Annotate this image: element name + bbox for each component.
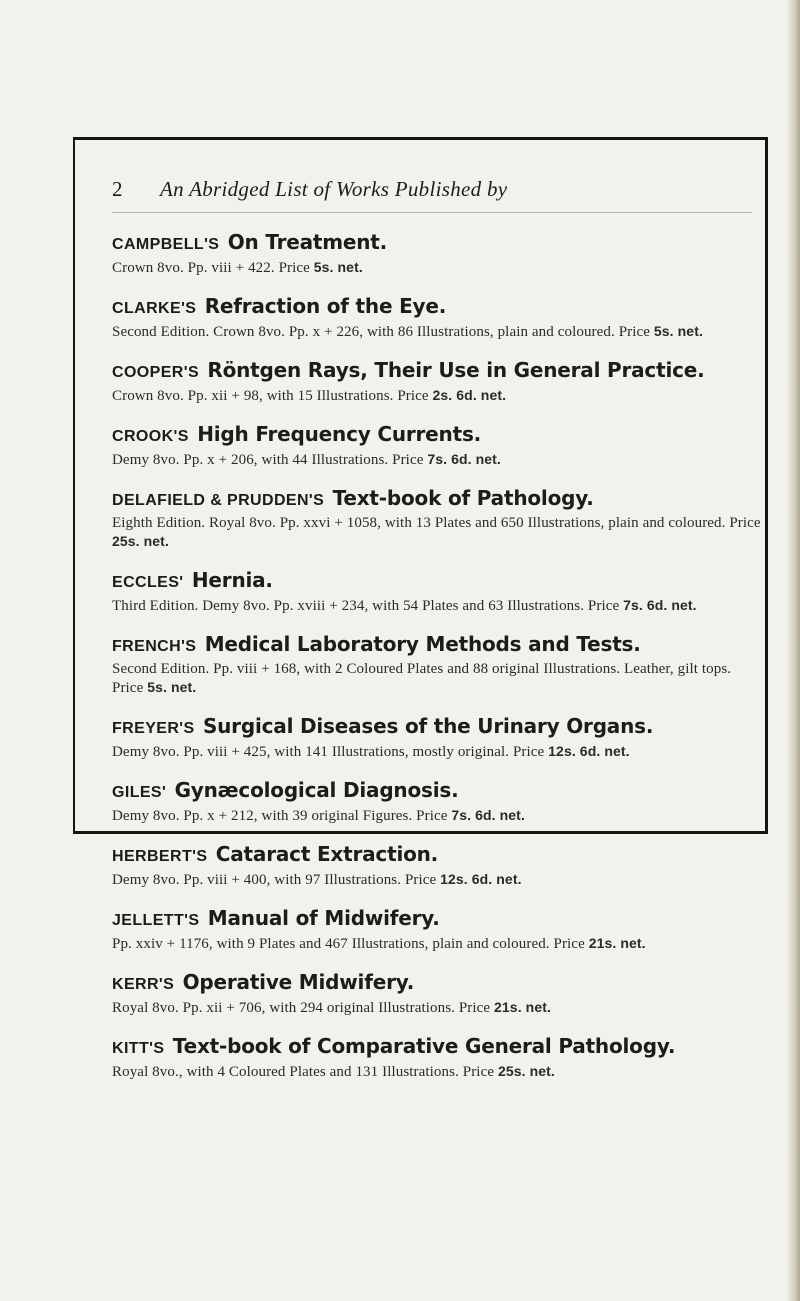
list-item	[112, 292, 762, 341]
entry-heading	[112, 356, 762, 386]
entry-details	[112, 998, 762, 1017]
entry-price: 21s. net.	[588, 935, 646, 951]
entry-heading	[112, 484, 762, 514]
list-item	[112, 484, 762, 551]
entry-author: COOPER'S	[112, 364, 200, 381]
entry-price: 7s. 6d. net.	[623, 597, 697, 613]
entry-title: High Frequency Currents.	[197, 422, 482, 446]
entry-title: Operative Midwifery.	[182, 970, 415, 994]
entry-details	[112, 660, 762, 697]
entry-author: CAMPBELL'S	[112, 236, 220, 253]
entry-details-text: Demy 8vo. Pp. x + 206, with 44 Illustrations. Price	[112, 452, 424, 468]
entry-price: 12s. 6d. net.	[440, 871, 522, 887]
entry-details	[112, 870, 762, 889]
entry-author: FREYER'S	[112, 720, 195, 737]
list-item	[112, 904, 762, 953]
entry-details	[112, 514, 762, 551]
entry-heading	[112, 840, 762, 870]
entry-author: HERBERT'S	[112, 848, 208, 865]
entry-heading	[112, 630, 762, 660]
entry-details-text: Crown 8vo. Pp. viii + 422. Price	[112, 260, 310, 276]
entry-details	[112, 1062, 762, 1081]
entry-author: JELLETT'S	[112, 912, 200, 929]
page-edge-shadow	[786, 0, 800, 1301]
entry-details-text: Demy 8vo. Pp. x + 212, with 39 original Figures. Price	[112, 808, 448, 824]
entry-author: CROOK'S	[112, 428, 189, 445]
entry-author: CLARKE'S	[112, 300, 197, 317]
entry-author: ECCLES'	[112, 574, 184, 591]
entry-details-text: Second Edition. Pp. viii + 168, with 2 Coloured Plates and 88 original Illustrations. Leather, gilt tops. Price	[112, 661, 732, 696]
entry-title: Cataract Extraction.	[215, 842, 439, 866]
entry-heading	[112, 776, 762, 806]
entry-details-text: Royal 8vo. Pp. xii + 706, with 294 original Illustrations. Price	[112, 1000, 491, 1016]
entry-price: 5s. net.	[653, 323, 703, 339]
entry-price: 21s. net.	[494, 999, 551, 1015]
list-item	[112, 840, 762, 889]
entry-heading	[112, 1032, 762, 1062]
entry-details	[112, 596, 762, 615]
entry-title: Text-book of Pathology.	[332, 486, 594, 510]
entry-price: 5s. net.	[313, 259, 363, 275]
entry-heading	[112, 420, 762, 450]
list-item	[112, 712, 762, 761]
entry-details-text: Eighth Edition. Royal 8vo. Pp. xxvi + 1058, with 13 Plates and 650 Illustrations, plain and coloured. Price	[112, 515, 761, 531]
list-item	[112, 968, 762, 1017]
entry-details-text: Royal 8vo., with 4 Coloured Plates and 131 Illustrations. Price	[112, 1064, 495, 1080]
entry-heading	[112, 292, 762, 322]
entry-title: Refraction of the Eye.	[204, 294, 447, 318]
entry-price: 7s. 6d. net.	[427, 451, 501, 467]
running-head-rule	[112, 212, 752, 213]
page-number: 2	[112, 177, 123, 201]
entry-details-text: Third Edition. Demy 8vo. Pp. xviii + 234, with 54 Plates and 63 Illustrations. Price	[112, 598, 620, 614]
entry-details	[112, 386, 762, 405]
entry-details	[112, 806, 762, 825]
entry-title: Röntgen Rays, Their Use in General Practice.	[207, 358, 705, 382]
list-item	[112, 566, 762, 615]
entry-details	[112, 450, 762, 469]
entry-heading	[112, 712, 762, 742]
entry-heading	[112, 904, 762, 934]
entry-details	[112, 322, 762, 341]
entry-details	[112, 934, 762, 953]
entry-author: KERR'S	[112, 976, 175, 993]
entry-price: 12s. 6d. net.	[548, 743, 630, 759]
entry-details-text: Demy 8vo. Pp. viii + 400, with 97 Illustrations. Price	[112, 872, 437, 888]
entry-title: Gynæcological Diagnosis.	[174, 778, 459, 802]
entry-price: 5s. net.	[147, 679, 197, 695]
entry-author: GILES'	[112, 784, 167, 801]
entry-heading	[112, 968, 762, 998]
list-item	[112, 776, 762, 825]
entry-price: 7s. 6d. net.	[451, 807, 525, 823]
entry-details-text: Pp. xxiv + 1176, with 9 Plates and 467 Illustrations, plain and coloured. Price	[112, 936, 585, 952]
entry-author: KITT'S	[112, 1040, 165, 1057]
entry-title: Hernia.	[191, 568, 273, 592]
entry-details	[112, 742, 762, 761]
list-item	[112, 1032, 762, 1081]
entry-title: Text-book of Comparative General Pathology.	[172, 1034, 676, 1058]
running-head-title: An Abridged List of Works Published by	[160, 177, 508, 201]
entry-title: Medical Laboratory Methods and Tests.	[204, 632, 641, 656]
list-item	[112, 420, 762, 469]
frame-left-rule	[73, 137, 75, 834]
entry-details-text: Second Edition. Crown 8vo. Pp. x + 226, with 86 Illustrations, plain and coloured. Price	[112, 324, 651, 340]
entry-author: FRENCH'S	[112, 638, 197, 655]
list-item	[112, 356, 762, 405]
entry-details	[112, 258, 762, 277]
entry-details-text: Crown 8vo. Pp. xii + 98, with 15 Illustrations. Price	[112, 388, 429, 404]
entry-title: Surgical Diseases of the Urinary Organs.	[202, 714, 654, 738]
entry-price: 2s. 6d. net.	[432, 387, 507, 403]
entry-heading	[112, 228, 762, 258]
list-item	[112, 228, 762, 277]
list-item	[112, 630, 762, 697]
entry-heading	[112, 566, 762, 596]
entry-list	[112, 228, 762, 1096]
entry-price: 25s. net.	[497, 1063, 555, 1079]
entry-title: On Treatment.	[227, 230, 388, 254]
entry-title: Manual of Midwifery.	[207, 906, 440, 930]
entry-details-text: Demy 8vo. Pp. viii + 425, with 141 Illustrations, mostly original. Price	[112, 744, 545, 760]
frame-top-rule	[73, 137, 768, 140]
frame-right-rule	[765, 137, 768, 834]
entry-price: 25s. net.	[112, 533, 169, 549]
entry-author: DELAFIELD & PRUDDEN'S	[112, 492, 325, 509]
